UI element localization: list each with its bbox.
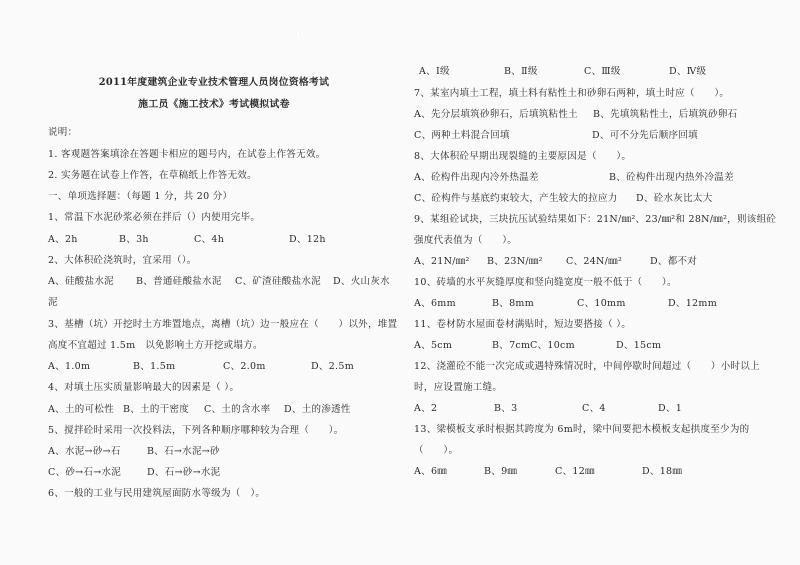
option-d: D、2.5m bbox=[311, 361, 355, 372]
option-row bbox=[414, 109, 774, 121]
option-wrap: 泥 bbox=[48, 297, 58, 308]
question-stem: 13、梁模板支承时根据其跨度为 6m时，梁中间要把木模板支起拱度至少为的 bbox=[414, 424, 750, 435]
question-stem: 12、浇灌砼不能一次完成或遇特殊情况时，中间停歇时间超过（ ）小时以上 bbox=[414, 361, 760, 372]
question-stem-cont: 高度不宜超过 1.5m 以免影响土方开挖或塌方。 bbox=[48, 340, 263, 351]
option-d: D、土的渗透性 bbox=[284, 404, 351, 415]
question-stem: 3、基槽（坑）开挖时土方堆置地点，离槽（坑）边一般应在（ ）以外，堆置 bbox=[48, 319, 398, 330]
option-a: A、砼构件出现内冷外热温差 bbox=[414, 172, 539, 183]
option-a: A、先分层填筑砂卵石，后填筑粘性土 bbox=[414, 109, 578, 120]
option-c: C、24N/㎜² bbox=[566, 256, 623, 267]
question-stem: 7、某室内填土工程，填土料有粘性土和砂卵石两种，填土时应（ ）。 bbox=[414, 88, 730, 99]
option-a: A、土的可松性 bbox=[48, 404, 114, 415]
option-a: A、5cm bbox=[414, 340, 453, 351]
question-stem: 5、搅拌砼时采用一次投料法，下列各种顺序哪种较为合理（ ）。 bbox=[48, 425, 344, 436]
option-b: B、土的干密度 bbox=[123, 404, 190, 415]
option-b: B、3h bbox=[119, 234, 149, 245]
section-heading: 一、单项选择题：（每题 1 分，共 20 分） bbox=[48, 191, 233, 202]
option-c: C、2.0m bbox=[223, 361, 266, 372]
option-row bbox=[48, 404, 388, 416]
option-b: B、8mm bbox=[492, 298, 535, 309]
option-c: C、10cm bbox=[530, 340, 575, 351]
option-row bbox=[414, 403, 774, 415]
option-c: C、10mm bbox=[577, 298, 626, 309]
option-a: A、21N/㎜² bbox=[414, 256, 470, 267]
option-b: B、普通硅酸盐水泥 bbox=[136, 276, 222, 287]
option-d: D、15cm bbox=[616, 340, 662, 351]
option-c: C、矿渣硅酸盐水泥 bbox=[235, 276, 321, 287]
option-d: D、砼水灰比太大 bbox=[636, 193, 713, 204]
option-a: A、6mm bbox=[414, 298, 456, 309]
option-a: A、2 bbox=[414, 403, 438, 414]
option-a: A、6㎜ bbox=[414, 466, 448, 477]
option-d: D、12mm bbox=[668, 298, 718, 309]
question-stem: 1、常温下水泥砂浆必须在拌后（）内使用完毕。 bbox=[48, 212, 261, 223]
option-row bbox=[414, 466, 774, 478]
option-b: B、7cm bbox=[492, 340, 531, 351]
option-row bbox=[414, 172, 774, 184]
option-b: B、3 bbox=[494, 403, 518, 414]
option-b: B、23N/㎜² bbox=[487, 256, 543, 267]
option-a: A、水泥→砂→石 bbox=[48, 446, 121, 457]
option-row bbox=[414, 298, 774, 310]
page-marker bbox=[297, 30, 299, 38]
option-a: A、1.0m bbox=[48, 361, 91, 372]
instructions-heading: 说明： bbox=[48, 127, 78, 138]
option-d: D、Ⅳ级 bbox=[669, 66, 707, 77]
option-b: B、先填筑粘性土，后填筑砂卵石 bbox=[593, 109, 738, 120]
option-row bbox=[419, 66, 759, 78]
option-b: B、石→水泥→砂 bbox=[147, 446, 220, 457]
option-row bbox=[48, 446, 388, 458]
question-stem: 11、卷材防水屋面卷材满贴时，短边要搭接（ ）。 bbox=[414, 319, 632, 330]
option-b: B、Ⅱ级 bbox=[504, 66, 538, 77]
option-a: A、2h bbox=[48, 234, 78, 245]
option-d: D、可不分先后顺序回填 bbox=[592, 130, 698, 141]
option-c: C、两种土料混合回填 bbox=[414, 130, 510, 141]
option-row bbox=[48, 234, 388, 246]
option-c: C、4 bbox=[582, 403, 606, 414]
option-row bbox=[48, 467, 388, 479]
question-stem-cont: 时，应设置施工缝。 bbox=[414, 382, 503, 393]
option-a: A、硅酸盐水泥 bbox=[48, 276, 114, 287]
option-c: C、砂→石→水泥 bbox=[48, 467, 122, 478]
option-b: B、1.5m bbox=[133, 361, 176, 372]
document-title: 2011年度建筑企业专业技术管理人员岗位资格考试 bbox=[98, 77, 330, 88]
option-d: D、火山灰水 bbox=[333, 276, 390, 287]
option-row bbox=[414, 256, 774, 268]
option-c: C、12㎜ bbox=[555, 466, 595, 477]
option-row bbox=[48, 276, 388, 288]
question-stem: 8、大体积砼早期出现裂缝的主要原因是（ ）。 bbox=[414, 151, 632, 162]
option-c: C、砼构件与基底约束较大，产生较大的拉应力 bbox=[414, 193, 618, 204]
option-d: D、1 bbox=[658, 403, 683, 414]
option-d: D、18㎜ bbox=[642, 466, 683, 477]
option-a: A、Ⅰ级 bbox=[419, 66, 450, 77]
option-c: C、Ⅲ级 bbox=[584, 66, 621, 77]
question-stem-cont: 强度代表值为（ ）。 bbox=[414, 235, 518, 246]
option-row bbox=[414, 193, 774, 205]
instruction-item: 2. 实务题在试卷上作答，在草稿纸上作答无效。 bbox=[48, 170, 257, 181]
question-stem-cont: （ ）。 bbox=[414, 445, 459, 456]
option-row bbox=[48, 361, 388, 373]
option-d: D、都不对 bbox=[650, 256, 698, 267]
option-b: B、砼构件出现内热外冷温差 bbox=[609, 172, 734, 183]
question-stem: 4、对填土压实质量影响最大的因素是（ ）。 bbox=[48, 382, 240, 393]
option-d: D、石→砂→水泥 bbox=[147, 467, 221, 478]
question-stem: 2、大体积砼浇筑时，宜采用（）。 bbox=[48, 255, 197, 266]
option-d: D、12h bbox=[289, 234, 326, 245]
document-subtitle: 施工员《施工技术》考试模拟试卷 bbox=[138, 99, 290, 110]
option-c: C、4h bbox=[194, 234, 225, 245]
instruction-item: 1. 客观题答案填涂在答题卡相应的题号内，在试卷上作答无效。 bbox=[48, 149, 326, 160]
option-row bbox=[414, 340, 774, 352]
option-b: B、9㎜ bbox=[484, 466, 518, 477]
question-stem: 6、一般的工业与民用建筑屋面防水等级为（ ）。 bbox=[48, 488, 266, 499]
question-stem: 10、砖墙的水平灰缝厚度和竖向缝宽度一般不低于（ ）。 bbox=[414, 277, 677, 288]
option-row bbox=[414, 130, 774, 142]
question-stem: 9、某组砼试块，三块抗压试验结果如下：21N/㎜²、23/㎜²和 28N/㎜²，则该组砼 bbox=[414, 214, 777, 225]
option-c: C、土的含水率 bbox=[204, 404, 271, 415]
